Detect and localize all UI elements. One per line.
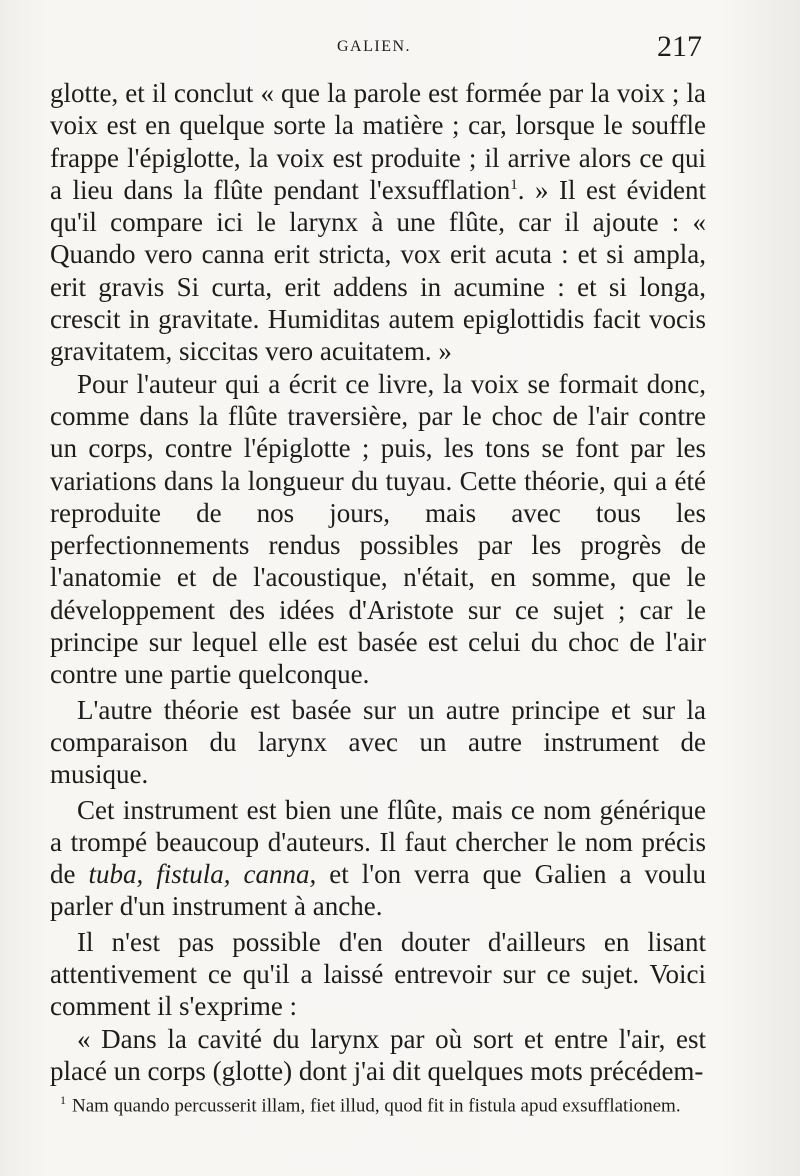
paragraph-1 xyxy=(50,77,706,368)
footnote-text: Nam quando percusserit illam, fiet illud, quod fit in fistula apud exsufflationem. xyxy=(72,1095,681,1117)
running-head: GALIEN. xyxy=(337,38,412,55)
paragraph-6: « Dans la cavité du larynx par où sort et entre l'air, est placé un corps (glotte) dont j'ai dit quelques mots précédem- xyxy=(50,1023,706,1086)
body-text xyxy=(50,77,706,1087)
page-number: 217 xyxy=(657,30,702,63)
paragraph-3: L'autre théorie est basée sur un autre principe et sur la comparaison du larynx avec un autre instrument de musique. xyxy=(50,694,706,790)
paragraph-1-text-b: . » Il est évident qu'il compare ici le larynx à une flûte, car il ajoute : « Quando vero canna erit stricta, vox erit acuta : et si ampla, erit gravis Si curta, erit addens in acumine : et si longa, crescit in gravitate. Humiditas autem epiglottidis facit vocis gravitatem, siccitas vero acuitatem. » xyxy=(50,174,706,367)
paragraph-4-italic: tuba, fistula, canna, xyxy=(88,859,317,890)
paragraph-4 xyxy=(50,794,706,923)
paragraph-2: Pour l'auteur qui a écrit ce livre, la voix se formait donc, comme dans la flûte traversière, par le choc de l'air contre un corps, contre l'épiglotte ; puis, les tons se font par les variations dans la longueur du tuyau. Cette théorie, qui a été reproduite de nos jours, mais avec tous les perfectionnements rendus possibles par les progrès de l'anatomie et de l'acoustique, n'était, en somme, que le développement des idées d'Aristote sur ce sujet ; car le principe sur lequel elle est basée est celui du choc de l'air contre une partie quelconque. xyxy=(50,368,706,690)
page-header xyxy=(52,30,702,70)
footnote-number: 1 xyxy=(60,1093,66,1107)
paragraph-1-text-a: glotte, et il conclut « que la parole est formée par la voix ; la voix est en quelque sorte la matière ; car, lorsque le souffle frappe l'épiglotte, la voix est produite ; il arrive alors ce qui a lieu dans la flûte pendant l'exsufflation xyxy=(50,78,706,205)
footnote-ref: 1 xyxy=(510,176,518,193)
paragraph-4-text-a: Cet instrument est bien une flûte, mais ce nom générique a trompé beaucoup d'auteurs. Il faut chercher le nom précis de xyxy=(50,794,706,890)
paragraph-4-text-b: et l'on verra que Galien a voulu parler d'un instrument à anche. xyxy=(50,859,707,922)
footnote xyxy=(50,1087,710,1119)
paragraph-5: Il n'est pas possible d'en douter d'ailleurs en lisant attentivement ce qu'il a laissé entrevoir sur ce sujet. Voici comment il s'exprime : xyxy=(50,926,706,1022)
